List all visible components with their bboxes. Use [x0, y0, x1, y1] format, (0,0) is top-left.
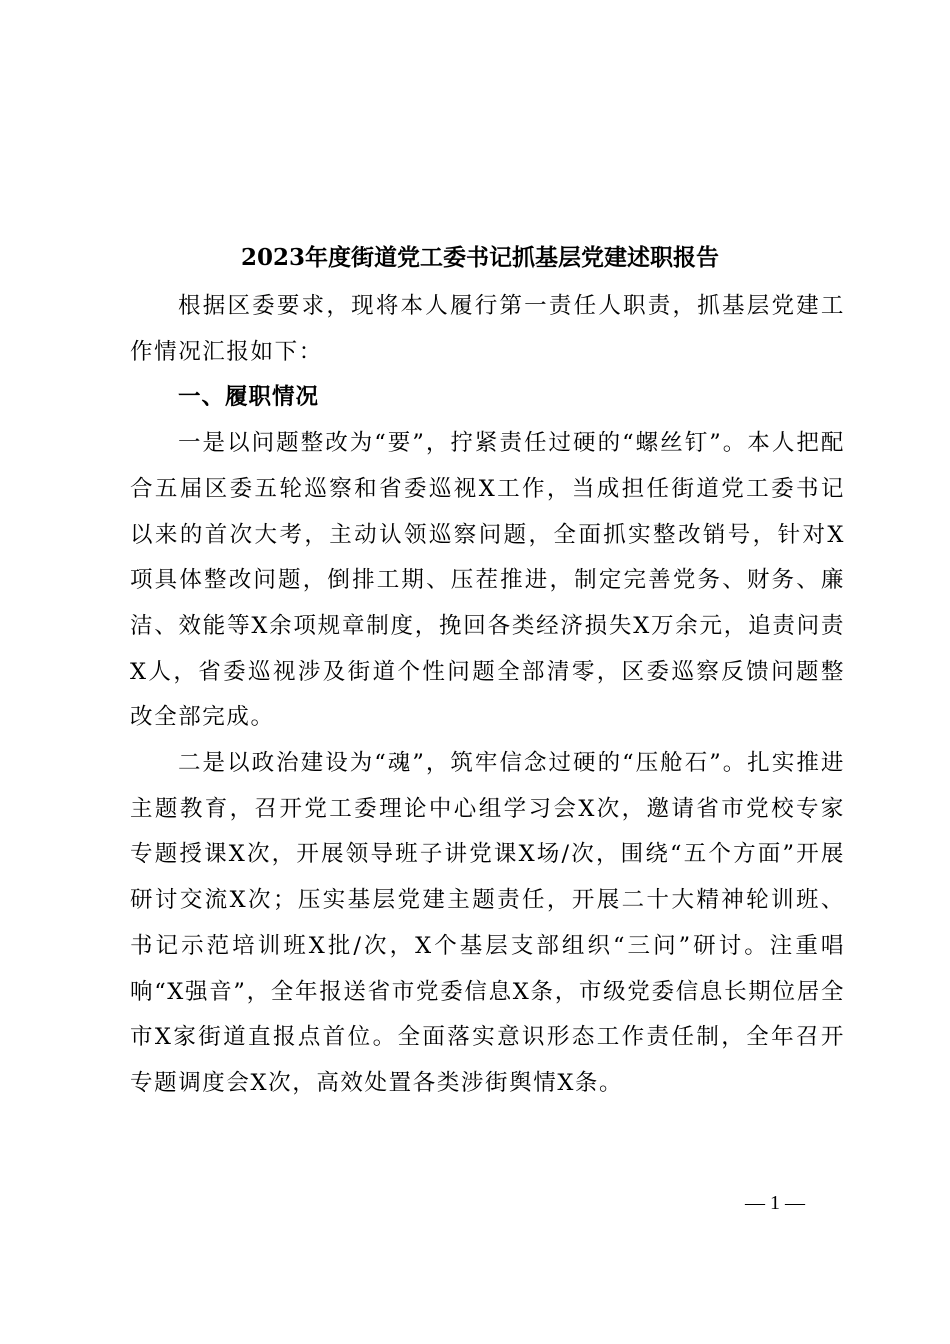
- page-number: — 1 —: [745, 1192, 805, 1214]
- intro-paragraph: 根据区委要求，现将本人履行第一责任人职责，抓基层党建工作情况汇报如下：: [130, 293, 845, 365]
- paragraph-2: 二是以政治建设为“魂”，筑牢信念过硬的“压舱石”。扎实推进主题教育，召开党工委理论中心组学习会X次，邀请省市党校专家专题授课X次，开展领导班子讲党课X场/次，围绕“五个方面”开展研讨交流X次；压实基层党建主题责任，开展二十大精神轮训班、书记示范培训班X批/次，X个基层支部组织“三问”研讨。注重唱响“X强音”，全年报送省市党委信息X条，市级党委信息长期位居全市X家街道直报点首位。全面落实意识形态工作责任制，全年召开专题调度会X次，高效处置各类涉街舆情X条。: [130, 750, 845, 1096]
- document-title: 2023年度街道党工委书记抓基层党建述职报告: [240, 244, 719, 271]
- paragraph-1: 一是以问题整改为“要”，拧紧责任过硬的“螺丝钉”。本人把配合五届区委五轮巡察和省委巡视X工作，当成担任街道党工委书记以来的首次大考，主动认领巡察问题，全面抓实整改销号，针对X项具体整改问题，倒排工期、压茬推进，制定完善党务、财务、廉洁、效能等X余项规章制度，挽回各类经济损失X万余元，追责问责X人，省委巡视涉及街道个性问题全部清零，区委巡察反馈问题整改全部完成。: [130, 430, 845, 731]
- document-body: [130, 284, 845, 1107]
- section-heading: 一、履职情况: [178, 384, 320, 411]
